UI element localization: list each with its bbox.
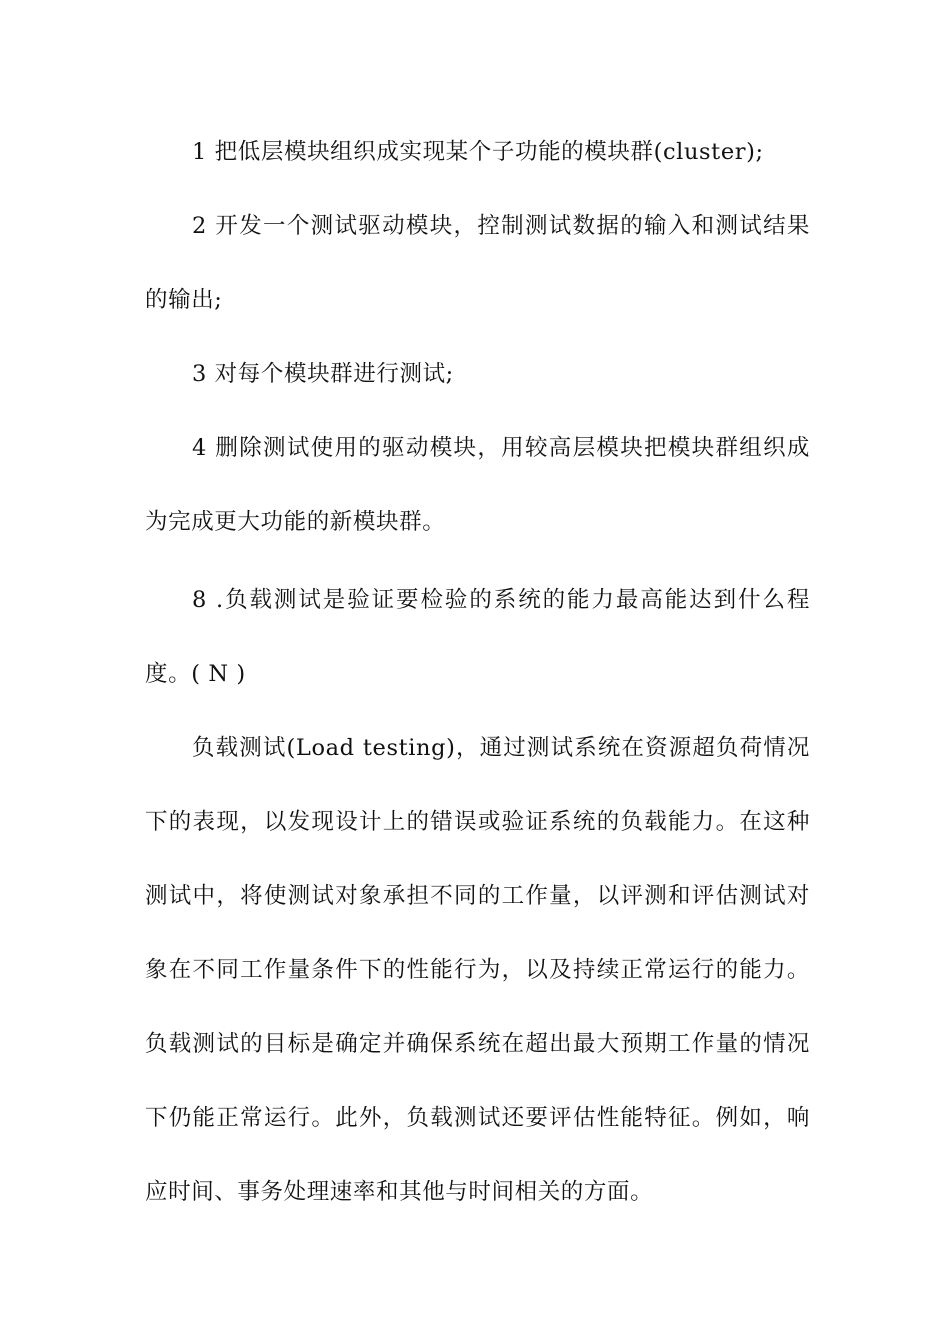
- paragraph-step-1: 1 把低层模块组织成实现某个子功能的模块群(cluster);: [192, 139, 764, 165]
- paragraph-step-2: 2 开发一个测试驱动模块，控制测试数据的输入和测试结果的输出;: [145, 213, 810, 313]
- answer-explanation: 负载测试(Load testing)，通过测试系统在资源超负荷情况下的表现，以发现设计上的错误或验证系统的负载能力。在这种测试中，将使测试对象承担不同的工作量，以评测和评估测试对象在不同工作量条件下的性能行为，以及持续正常运行的能力。负载测试的目标是确定并确保系统在超出最大预期工作量的情况下仍能正常运行。此外，负载测试还要评估性能特征。例如，响应时间、事务处理速率和其他与时间相关的方面。: [145, 735, 810, 1205]
- paragraph-step-4: 4 删除测试使用的驱动模块，用较高层模块把模块群组织成为完成更大功能的新模块群。: [145, 435, 810, 535]
- question-8: 8 .负载测试是验证要检验的系统的能力最高能达到什么程度。( N ): [145, 587, 810, 687]
- paragraph-step-3: 3 对每个模块群进行测试;: [192, 361, 454, 387]
